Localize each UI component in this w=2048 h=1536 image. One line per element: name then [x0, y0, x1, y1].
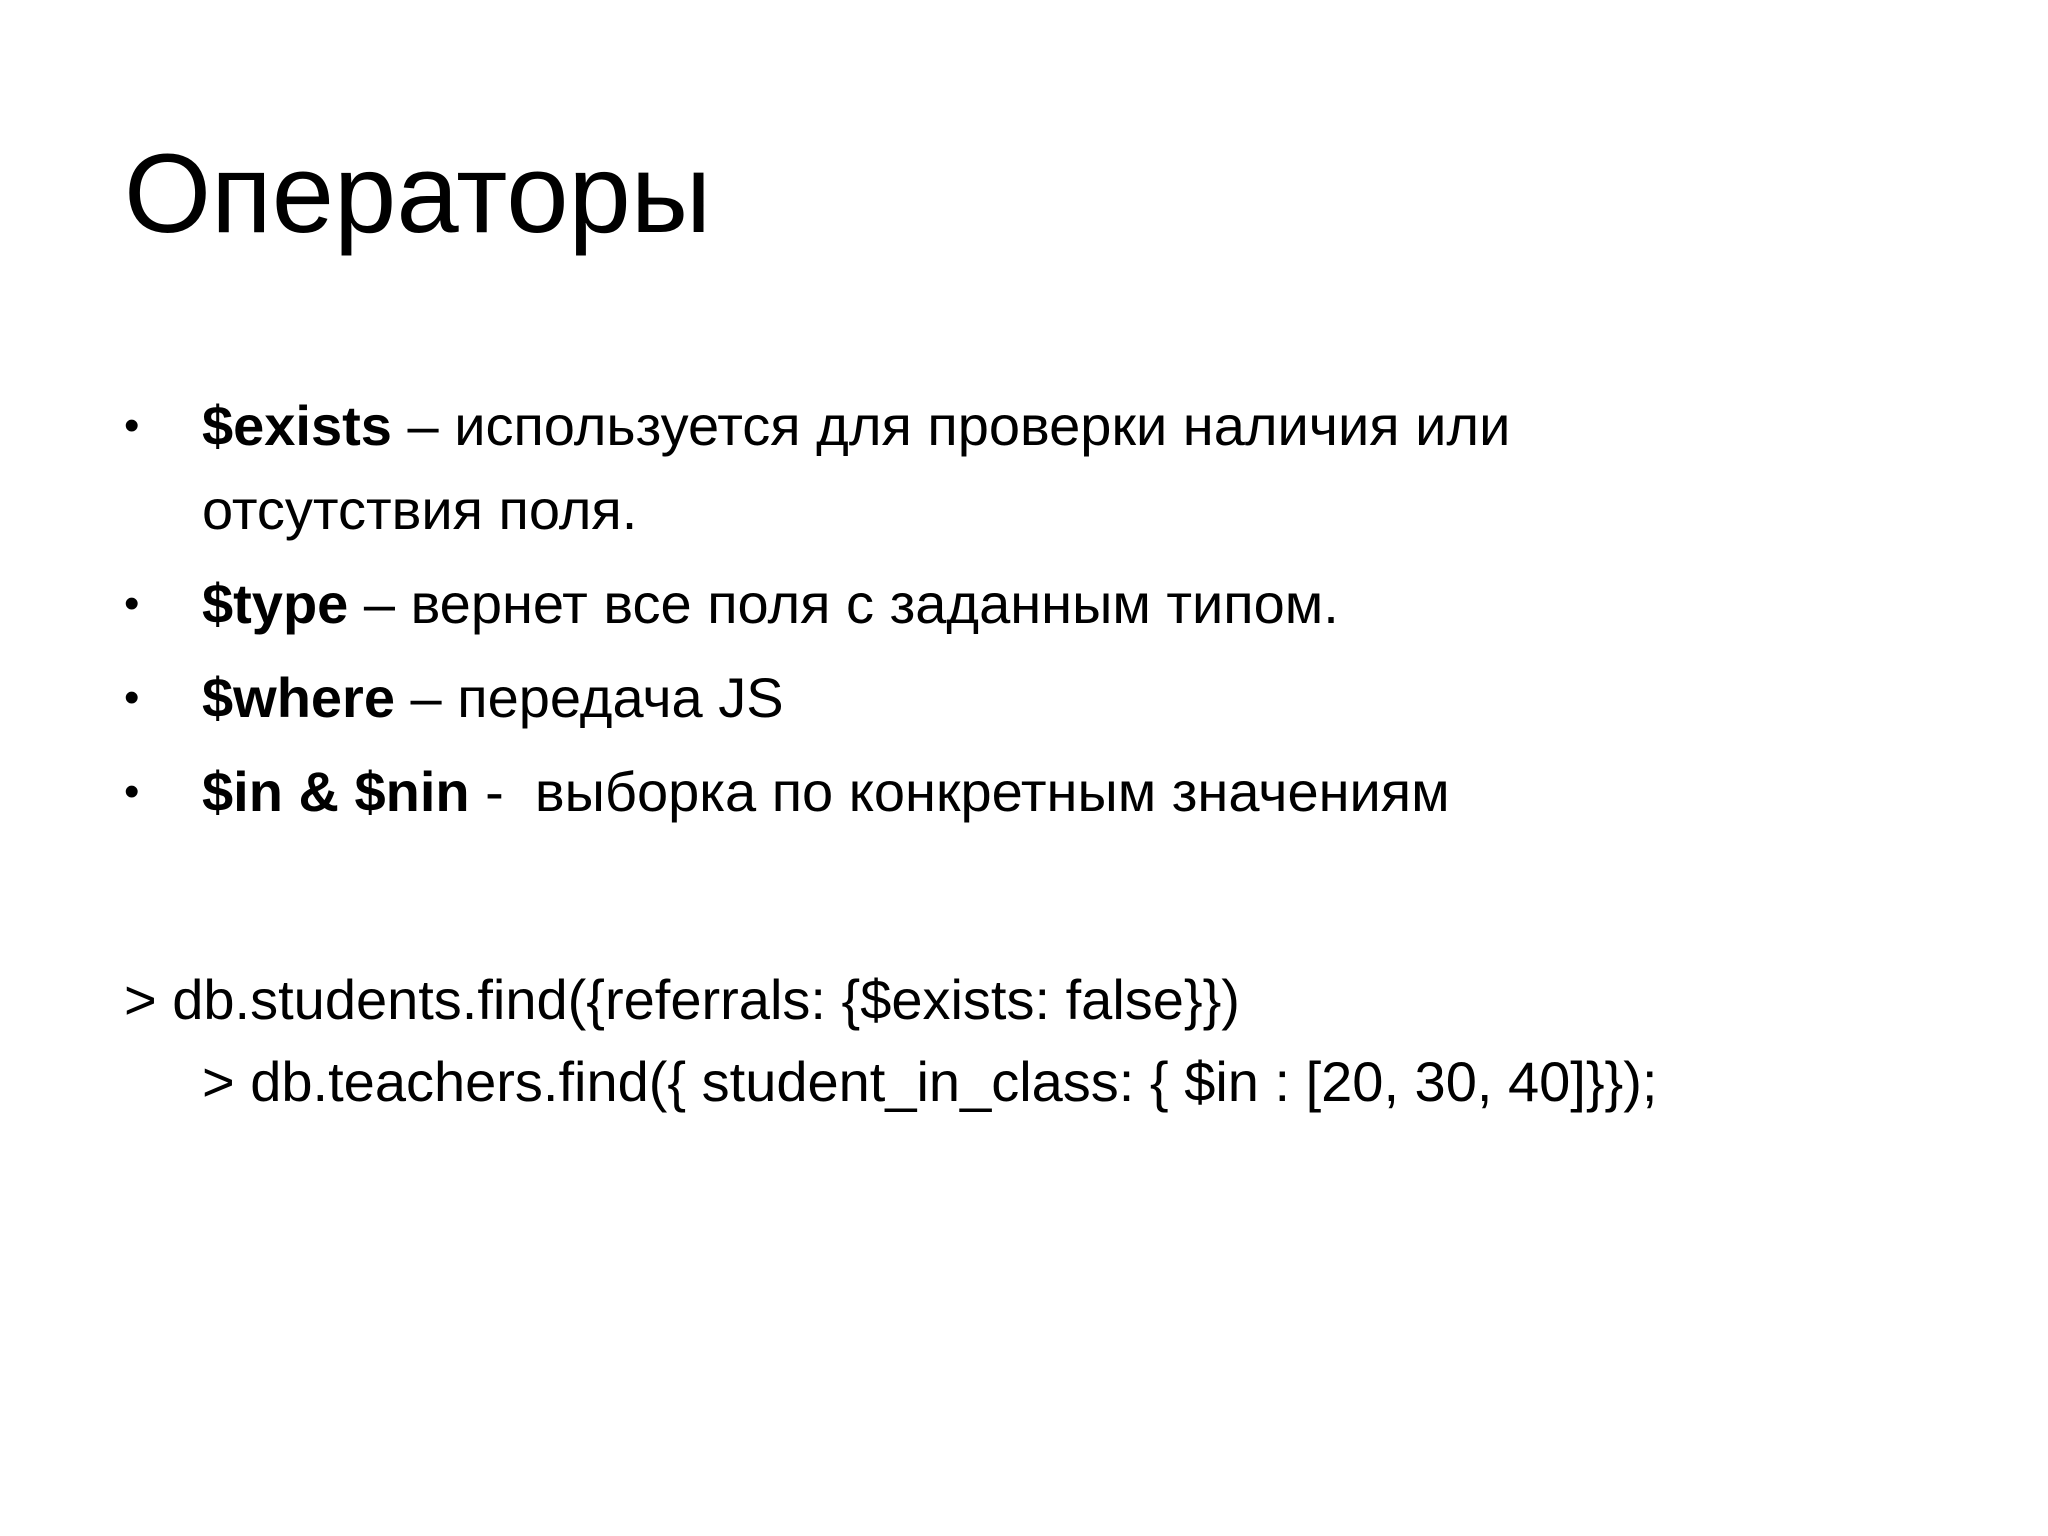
bullet-dot-icon: •	[124, 401, 140, 450]
bullet-text	[202, 384, 1802, 552]
bullet-text	[202, 572, 1339, 635]
operator-term: $in & $nin	[202, 760, 470, 823]
slide-title: Операторы	[124, 131, 712, 256]
operator-term: $exists	[202, 394, 392, 457]
bullet-separator: –	[391, 394, 455, 457]
bullet-text	[202, 666, 784, 729]
bullet-item-type	[124, 562, 1884, 646]
code-example-students: > db.students.find({referrals: {$exists: false}})	[124, 968, 1240, 1031]
bullet-dot-icon: •	[124, 767, 140, 816]
operator-description: выборка по конкретным значениям	[534, 760, 1450, 823]
operator-description: используется для проверки наличия или отсутствия поля.	[202, 394, 1511, 541]
bullet-item-exists	[124, 384, 1884, 552]
operator-term: $where	[202, 666, 395, 729]
operator-term: $type	[202, 572, 349, 635]
bullet-dot-icon: •	[124, 673, 140, 722]
bullet-item-in-nin	[124, 750, 1884, 834]
bullet-text	[202, 760, 1450, 823]
bullet-separator: –	[348, 572, 411, 635]
bullet-list	[124, 384, 1884, 844]
operator-description: передача JS	[457, 666, 784, 729]
bullet-item-where	[124, 656, 1884, 740]
bullet-separator: –	[395, 666, 458, 729]
bullet-dot-icon: •	[124, 579, 140, 628]
bullet-separator: -	[469, 760, 535, 823]
code-example-teachers: > db.teachers.find({ student_in_class: { $in : [20, 30, 40]}});	[202, 1050, 1658, 1113]
operator-description: вернет все поля с заданным типом.	[410, 572, 1339, 635]
